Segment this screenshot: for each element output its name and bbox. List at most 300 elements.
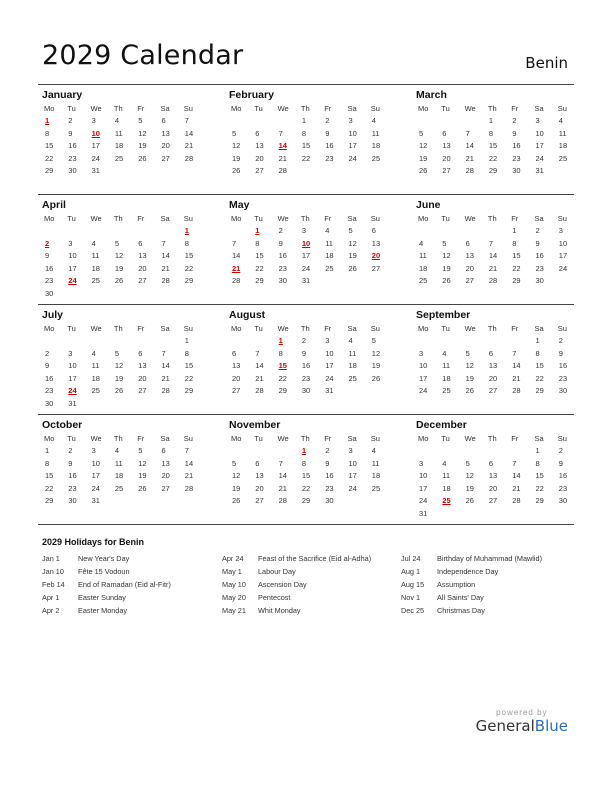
- day-cell: 6: [255, 458, 260, 468]
- day-cell: 4: [442, 348, 447, 358]
- weekday-header: Tu: [67, 434, 76, 443]
- day-cell: 11: [348, 348, 357, 358]
- day-cell: 28: [255, 386, 264, 395]
- empty-day: [439, 335, 462, 348]
- day-cell: 6: [232, 348, 237, 358]
- day-cell: 3: [419, 458, 424, 468]
- month-9: [42, 418, 202, 508]
- holiday-name: Whit Monday: [258, 606, 301, 615]
- day-cell: 28: [512, 496, 521, 505]
- month-name: August: [229, 309, 266, 321]
- day-cell: 29: [301, 496, 311, 505]
- day-cell: 24: [535, 153, 544, 163]
- day-cell: 18: [91, 373, 100, 383]
- day-cell: 26: [465, 496, 474, 505]
- day-cell: 4: [558, 116, 563, 125]
- day-cell: 8: [301, 458, 307, 468]
- holiday-row: [401, 552, 542, 565]
- day-cell: 1: [535, 446, 540, 455]
- day-cell: 16: [535, 251, 544, 260]
- day-cell: 8: [535, 458, 540, 468]
- weekday-header: We: [464, 434, 476, 443]
- day-cell: 17: [325, 361, 334, 370]
- day-cell: 18: [371, 141, 381, 150]
- brand-name: GeneralBlue: [475, 717, 568, 735]
- day-cell: 22: [535, 483, 544, 493]
- weekday-header: We: [464, 214, 476, 223]
- day-cell: 22: [301, 483, 311, 493]
- day-cell: 9: [68, 458, 73, 468]
- day-cell: 9: [45, 361, 50, 370]
- weekday-header: Su: [557, 104, 567, 113]
- weekday-header: Su: [370, 104, 380, 113]
- day-cell: 28: [184, 483, 194, 493]
- day-cell: 7: [161, 348, 166, 358]
- day-cell: 3: [535, 116, 540, 125]
- day-cell: 14: [512, 471, 521, 480]
- day-cell: 7: [465, 128, 470, 138]
- holiday-row: [42, 565, 171, 578]
- holiday-date: May 21: [222, 606, 246, 615]
- day-cell: 6: [488, 348, 494, 358]
- empty-day: [463, 225, 486, 238]
- day-cell: 1: [301, 116, 307, 125]
- day-cell: 12: [348, 238, 357, 248]
- day-cell: 21: [278, 153, 287, 163]
- holiday-date: May 1: [222, 567, 242, 576]
- day-cell: 16: [45, 263, 54, 273]
- month-days-grid: [42, 102, 202, 178]
- day-cell: 6: [255, 128, 260, 138]
- weekday-header: Su: [370, 214, 380, 223]
- holiday-day: 24: [68, 276, 77, 285]
- day-cell: 25: [371, 483, 381, 493]
- day-cell: 15: [45, 471, 54, 480]
- day-cell: 27: [138, 386, 147, 395]
- weekday-header: Fr: [324, 434, 332, 443]
- month-6: [42, 308, 202, 410]
- day-cell: 20: [488, 483, 498, 493]
- day-cell: 8: [184, 348, 189, 358]
- day-cell: 17: [558, 251, 568, 260]
- day-cell: 22: [301, 153, 311, 163]
- day-cell: 12: [114, 361, 124, 370]
- day-cell: 8: [45, 458, 50, 468]
- day-cell: 14: [232, 251, 241, 260]
- month-days-grid: [42, 322, 202, 410]
- day-cell: 13: [465, 251, 474, 260]
- holiday-name: Pentecost: [258, 593, 291, 602]
- day-cell: 31: [535, 166, 544, 175]
- day-cell: 13: [371, 238, 381, 248]
- day-cell: 3: [91, 446, 96, 455]
- day-cell: 14: [161, 251, 170, 260]
- weekday-header: Su: [370, 434, 380, 443]
- weekday-header: We: [277, 434, 289, 443]
- day-cell: 7: [512, 458, 517, 468]
- day-cell: 11: [371, 128, 380, 138]
- day-cell: 30: [45, 398, 54, 408]
- day-cell: 4: [114, 446, 120, 455]
- empty-day: [112, 335, 135, 348]
- day-cell: 12: [465, 471, 474, 480]
- empty-day: [463, 115, 486, 128]
- weekday-header: Tu: [441, 434, 450, 443]
- day-cell: 18: [442, 483, 451, 493]
- holiday-day: 10: [301, 238, 311, 248]
- day-cell: 23: [558, 373, 568, 383]
- month-name: February: [229, 89, 274, 101]
- day-cell: 25: [114, 483, 124, 493]
- weekday-header: Tu: [67, 324, 76, 333]
- month-days-grid: [42, 432, 202, 508]
- day-cell: 27: [161, 153, 170, 163]
- day-cell: 17: [535, 141, 544, 150]
- day-cell: 1: [45, 446, 50, 455]
- holiday-date: Dec 25: [401, 606, 425, 615]
- day-cell: 3: [325, 336, 330, 345]
- empty-day: [276, 115, 299, 128]
- weekday-header: Th: [300, 104, 310, 113]
- day-cell: 2: [535, 226, 540, 235]
- day-cell: 5: [232, 128, 237, 138]
- day-cell: 23: [301, 373, 311, 383]
- weekday-header: Mo: [418, 434, 429, 443]
- day-cell: 2: [512, 116, 517, 125]
- day-cell: 10: [558, 238, 568, 248]
- day-cell: 15: [301, 471, 311, 480]
- weekday-header: We: [90, 104, 102, 113]
- day-cell: 5: [442, 238, 447, 248]
- weekday-header: We: [277, 324, 289, 333]
- day-cell: 13: [138, 361, 147, 370]
- day-cell: 17: [419, 483, 428, 493]
- weekday-header: Tu: [441, 214, 450, 223]
- empty-day: [416, 115, 439, 128]
- day-cell: 18: [558, 141, 568, 150]
- day-cell: 21: [161, 263, 170, 273]
- empty-day: [229, 115, 252, 128]
- holiday-row: [222, 604, 371, 617]
- weekday-header: Sa: [160, 104, 170, 113]
- day-cell: 25: [558, 153, 568, 163]
- day-cell: 17: [91, 141, 100, 150]
- day-cell: 27: [138, 276, 147, 285]
- day-cell: 21: [488, 263, 498, 273]
- divider: [38, 524, 574, 525]
- holiday-date: Aug 1: [401, 567, 421, 576]
- day-cell: 20: [138, 263, 147, 273]
- month-name: June: [416, 199, 441, 211]
- weekday-header: Th: [487, 104, 497, 113]
- day-cell: 12: [465, 361, 474, 370]
- day-cell: 18: [371, 471, 381, 480]
- day-cell: 14: [255, 361, 264, 370]
- weekday-header: Sa: [534, 434, 544, 443]
- holiday-name: Easter Monday: [78, 606, 128, 615]
- day-cell: 11: [442, 361, 451, 370]
- holiday-row: [42, 591, 171, 604]
- day-cell: 10: [68, 251, 77, 260]
- day-cell: 17: [348, 471, 357, 480]
- day-cell: 6: [465, 238, 470, 248]
- holiday-name: Labour Day: [258, 567, 296, 576]
- holiday-row: [222, 591, 371, 604]
- day-cell: 24: [419, 386, 428, 395]
- holiday-day: 1: [184, 226, 189, 235]
- day-cell: 5: [371, 336, 376, 345]
- weekday-header: Mo: [231, 214, 242, 223]
- day-cell: 3: [91, 116, 96, 125]
- day-cell: 9: [325, 128, 330, 138]
- weekday-header: Sa: [160, 214, 170, 223]
- day-cell: 26: [419, 166, 428, 175]
- day-cell: 2: [278, 226, 283, 235]
- holiday-row: [401, 604, 542, 617]
- holiday-date: Feb 14: [42, 580, 65, 589]
- day-cell: 21: [184, 141, 194, 150]
- day-cell: 21: [278, 483, 287, 493]
- day-cell: 3: [348, 116, 353, 125]
- day-cell: 24: [325, 373, 334, 383]
- brand-logo: [476, 708, 568, 735]
- day-cell: 26: [138, 483, 147, 493]
- day-cell: 4: [91, 238, 96, 248]
- month-5: [416, 198, 576, 288]
- day-cell: 27: [371, 263, 381, 273]
- day-cell: 9: [301, 348, 307, 358]
- day-cell: 27: [488, 386, 498, 395]
- holiday-row: [222, 565, 371, 578]
- month-name: May: [229, 199, 250, 211]
- weekday-header: Th: [113, 434, 123, 443]
- day-cell: 5: [138, 446, 143, 455]
- day-cell: 3: [68, 348, 73, 358]
- day-cell: 25: [371, 153, 381, 163]
- empty-day: [509, 445, 532, 458]
- weekday-header: We: [90, 324, 102, 333]
- weekday-header: We: [90, 434, 102, 443]
- empty-day: [89, 225, 112, 238]
- empty-day: [135, 225, 158, 238]
- day-cell: 16: [45, 373, 54, 383]
- day-cell: 29: [535, 496, 544, 505]
- day-cell: 8: [278, 348, 283, 358]
- day-cell: 3: [68, 238, 73, 248]
- month-days-grid: [416, 212, 576, 288]
- day-cell: 6: [488, 458, 494, 468]
- day-cell: 28: [488, 276, 498, 285]
- weekday-header: Fr: [511, 214, 519, 223]
- day-cell: 5: [114, 348, 120, 358]
- day-cell: 30: [325, 496, 334, 505]
- day-cell: 26: [371, 373, 381, 383]
- weekday-header: Tu: [254, 104, 263, 113]
- day-cell: 22: [184, 373, 194, 383]
- day-cell: 25: [325, 263, 334, 273]
- day-cell: 17: [419, 373, 428, 383]
- holiday-row: [222, 578, 371, 591]
- day-cell: 27: [255, 166, 264, 175]
- day-cell: 11: [114, 458, 123, 468]
- day-cell: 10: [419, 361, 428, 370]
- weekday-header: Tu: [441, 104, 450, 113]
- day-cell: 20: [161, 471, 170, 480]
- day-cell: 27: [255, 496, 264, 505]
- day-cell: 11: [91, 251, 100, 260]
- day-cell: 6: [138, 348, 143, 358]
- empty-day: [65, 225, 88, 238]
- month-name: September: [416, 309, 471, 321]
- day-cell: 26: [348, 263, 357, 273]
- month-11: [416, 418, 576, 520]
- day-cell: 25: [348, 373, 357, 383]
- weekday-header: Th: [113, 214, 123, 223]
- empty-day: [439, 225, 462, 238]
- day-cell: 20: [465, 263, 474, 273]
- day-cell: 14: [278, 471, 287, 480]
- month-name: November: [229, 419, 281, 431]
- day-cell: 31: [91, 496, 100, 505]
- day-cell: 24: [348, 483, 357, 493]
- weekday-header: We: [464, 324, 476, 333]
- holiday-name: End of Ramadan (Eid al-Fitr): [78, 580, 171, 589]
- day-cell: 3: [419, 348, 424, 358]
- weekday-header: Th: [300, 214, 310, 223]
- day-cell: 12: [419, 141, 428, 150]
- weekday-header: Fr: [511, 434, 519, 443]
- day-cell: 4: [371, 116, 376, 125]
- holidays-title: 2029 Holidays for Benin: [42, 537, 145, 547]
- weekday-header: Mo: [231, 434, 242, 443]
- day-cell: 16: [68, 471, 77, 480]
- day-cell: 22: [184, 263, 194, 273]
- month-days-grid: [229, 322, 389, 398]
- weekday-header: Fr: [137, 214, 145, 223]
- holiday-day: 25: [442, 496, 451, 505]
- weekday-header: We: [277, 104, 289, 113]
- day-cell: 28: [161, 386, 170, 395]
- day-cell: 17: [348, 141, 357, 150]
- month-name: January: [42, 89, 83, 101]
- day-cell: 1: [535, 336, 540, 345]
- day-cell: 26: [114, 276, 124, 285]
- day-cell: 20: [232, 373, 241, 383]
- month-7: [229, 308, 389, 398]
- day-cell: 9: [278, 238, 283, 248]
- day-cell: 10: [325, 348, 334, 358]
- day-cell: 2: [68, 116, 73, 125]
- day-cell: 15: [301, 141, 311, 150]
- day-cell: 15: [535, 471, 544, 480]
- empty-day: [416, 225, 439, 238]
- day-cell: 10: [535, 128, 544, 138]
- day-cell: 18: [419, 263, 428, 273]
- empty-day: [158, 335, 181, 348]
- day-cell: 24: [301, 263, 311, 273]
- day-cell: 9: [512, 128, 517, 138]
- day-cell: 4: [371, 446, 376, 455]
- day-cell: 17: [301, 251, 311, 260]
- weekday-header: Sa: [534, 324, 544, 333]
- empty-day: [229, 225, 252, 238]
- day-cell: 13: [138, 251, 147, 260]
- day-cell: 11: [442, 471, 451, 480]
- day-cell: 10: [68, 361, 77, 370]
- day-cell: 3: [301, 226, 307, 235]
- holiday-day: 15: [278, 361, 287, 370]
- day-cell: 2: [558, 336, 563, 345]
- day-cell: 7: [278, 458, 283, 468]
- day-cell: 19: [348, 251, 357, 260]
- day-cell: 9: [325, 458, 330, 468]
- day-cell: 8: [255, 238, 260, 248]
- day-cell: 6: [161, 116, 166, 125]
- day-cell: 25: [114, 153, 124, 163]
- day-cell: 19: [114, 263, 124, 273]
- weekday-header: Sa: [347, 434, 357, 443]
- day-cell: 23: [278, 263, 287, 273]
- day-cell: 28: [232, 276, 241, 285]
- day-cell: 14: [488, 251, 498, 260]
- day-cell: 21: [161, 373, 170, 383]
- day-cell: 26: [232, 166, 241, 175]
- day-cell: 24: [348, 153, 357, 163]
- day-cell: 28: [465, 166, 474, 175]
- empty-day: [42, 335, 65, 348]
- holiday-day: 1: [301, 446, 307, 455]
- day-cell: 24: [419, 496, 428, 505]
- holiday-row: [401, 591, 542, 604]
- holiday-day: 1: [255, 226, 260, 235]
- day-cell: 10: [419, 471, 428, 480]
- weekday-header: Fr: [511, 104, 519, 113]
- day-cell: 12: [138, 128, 147, 138]
- day-cell: 11: [325, 238, 333, 248]
- holiday-date: Apr 1: [42, 593, 60, 602]
- empty-day: [252, 445, 275, 458]
- divider: [38, 414, 574, 415]
- day-cell: 21: [512, 483, 521, 493]
- day-cell: 22: [45, 483, 54, 493]
- day-cell: 2: [325, 116, 330, 125]
- holiday-column: [42, 552, 171, 617]
- day-cell: 31: [325, 386, 334, 395]
- weekday-header: Fr: [137, 324, 145, 333]
- day-cell: 15: [45, 141, 54, 150]
- empty-day: [65, 335, 88, 348]
- day-cell: 29: [278, 386, 287, 395]
- day-cell: 26: [465, 386, 474, 395]
- empty-day: [416, 335, 439, 348]
- day-cell: 6: [161, 446, 166, 455]
- country-name: Benin: [525, 54, 568, 72]
- empty-day: [486, 225, 509, 238]
- day-cell: 5: [419, 128, 424, 138]
- day-cell: 12: [232, 141, 241, 150]
- weekday-header: Tu: [67, 214, 76, 223]
- weekday-header: Th: [300, 434, 310, 443]
- day-cell: 10: [348, 128, 357, 138]
- month-days-grid: [416, 102, 576, 178]
- holiday-date: Apr 2: [42, 606, 60, 615]
- day-cell: 16: [558, 471, 568, 480]
- day-cell: 25: [419, 276, 428, 285]
- weekday-header: Su: [557, 214, 567, 223]
- holiday-name: Independence Day: [437, 567, 499, 576]
- day-cell: 7: [512, 348, 517, 358]
- day-cell: 26: [114, 386, 124, 395]
